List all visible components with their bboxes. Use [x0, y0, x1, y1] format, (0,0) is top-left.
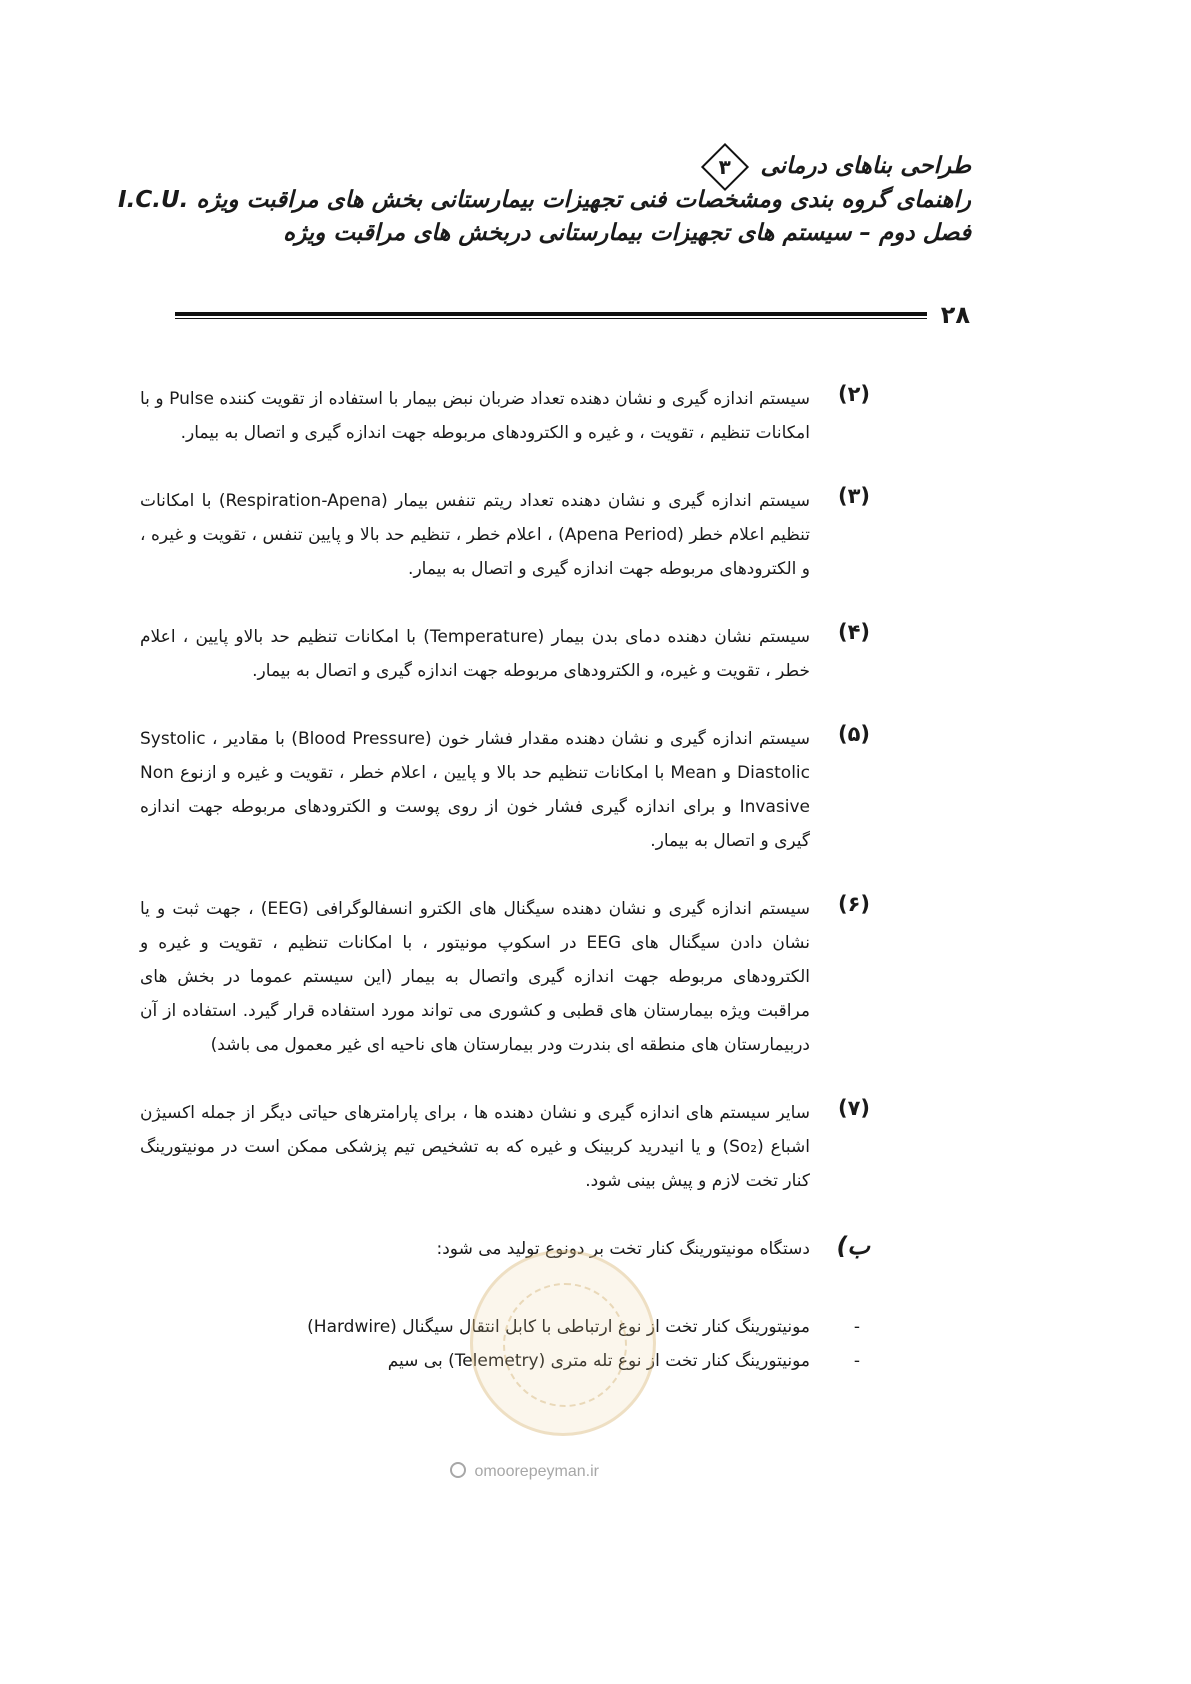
list-item: [140, 722, 870, 858]
section-b-label: ب): [836, 1232, 870, 1260]
list-item: [140, 484, 870, 586]
section-b-intro: دستگاه مونیتورینگ کنار تخت بر دونوع تولید می شود:: [436, 1239, 810, 1259]
item-text: سیستم اندازه گیری و نشان دهنده تعداد ریتم تنفس بیمار (Respiration-Apena) با امکانات تنظیم اعلام خطر (Apena Period) ، اعلام خطر ، تنظیم حد بالا و پایین تنفس ، تقویت و غیره ، و الکترودهای مربوطه جهت اندازه گیری و اتصال به بیمار.: [140, 491, 811, 579]
page-header: [118, 150, 971, 251]
list-dash: -: [853, 1317, 860, 1337]
item-text: سایر سیستم های اندازه گیری و نشان دهنده ها ، برای پارامترهای حیاتی دیگر از جمله اکسیژن اشباع (So₂) و یا انیدرید کربینک و غیره که به تشخیص تیم پزشکی ممکن است در مونیتورینگ کنار تخت لازم و پیش بینی شود.: [140, 1103, 810, 1191]
watermark-seal: [470, 1250, 656, 1436]
list-item: [140, 892, 870, 1062]
main-content: [140, 382, 870, 1378]
item-text: سیستم اندازه گیری و نشان دهنده تعداد ضربان نبض بیمار با استفاده از تقویت کننده Pulse و با امکانات تنظیم ، تقویت ، و غیره و الکترودهای مربوطه جهت اندازه گیری و اتصال به بیمار.: [140, 389, 810, 443]
item-text: سیستم اندازه گیری و نشان دهنده سیگنال های الکترو انسفالوگرافی (EEG) ، جهت ثبت و یا نشان دادن سیگنال های EEG در اسکوپ مونیتور ، با امکانات تنظیم ، تقویت و غیره و الکترودهای مربوطه جهت اندازه گیری واتصال به بیمار (این سیستم عموما در بخش های مراقبت ویژه بیمارستان های قطبی و کشوری می تواند مورد استفاده قرار گیرد. استفاده از آن دربیمارستان های منطقه ای بندرت ودر بیمارستان های ناحیه ای غیر معمول می باشد): [140, 899, 810, 1055]
website-text: omoorepeyman.ir: [474, 1463, 599, 1480]
item-number: (۴): [837, 620, 870, 644]
series-number: ۳: [719, 154, 732, 179]
monitoring-type-text: مونیتورینگ کنار تخت از نوع ارتباطی با کابل انتقال سیگنال (Hardwire): [307, 1317, 810, 1337]
list-item: [140, 382, 870, 450]
item-text: سیستم اندازه گیری و نشان دهنده مقدار فشار خون (Blood Pressure) با مقادیر Systolic ، Diastolic و Mean با امکانات تنظیم حد بالا و پایین ، اعلام خطر ، تقویت و غیره و ازنوع Non Invasive و برای اندازه گیری فشار خون از روی پوست و الکترودهای مربوطه جهت اندازه گیری و اتصال به بیمار.: [140, 729, 810, 851]
list-item: [140, 1096, 870, 1198]
list-dash: -: [853, 1351, 860, 1371]
chapter-title: فصل دوم – سیستم های تجهیزات بیمارستانی دربخش های مراقبت ویژه: [283, 220, 971, 247]
document-subtitle: راهنمای گروه بندی ومشخصات فنی تجهیزات بیمارستانی بخش های مراقبت ویژه .I.C.U: [118, 187, 971, 213]
header-rule-row: [175, 300, 970, 330]
website-watermark: [450, 1462, 599, 1481]
series-title-line: [211, 150, 971, 184]
at-icon: [450, 1462, 466, 1478]
watermark-seal-inner: [503, 1283, 627, 1407]
item-number: (۷): [837, 1096, 870, 1120]
item-text: سیستم نشان دهنده دمای بدن بیمار (Temperature) با امکانات تنظیم حد بالاو پایین ، اعلام خطر ، تقویت و غیره، و الکترودهای مربوطه جهت اندازه گیری و اتصال به بیمار.: [140, 627, 810, 681]
item-number: (۵): [837, 722, 870, 746]
page-number: ۲۸: [940, 301, 970, 329]
item-number: (۶): [837, 892, 870, 916]
item-number: (۳): [837, 484, 870, 508]
header-divider: [175, 312, 927, 319]
monitoring-type-text: مونیتورینگ کنار تخت از نوع تله متری (Telemetry) بی سیم: [387, 1351, 810, 1371]
item-number: (۲): [837, 382, 870, 406]
list-item: [140, 620, 870, 688]
series-title: طراحی بناهای درمانی: [760, 153, 971, 180]
